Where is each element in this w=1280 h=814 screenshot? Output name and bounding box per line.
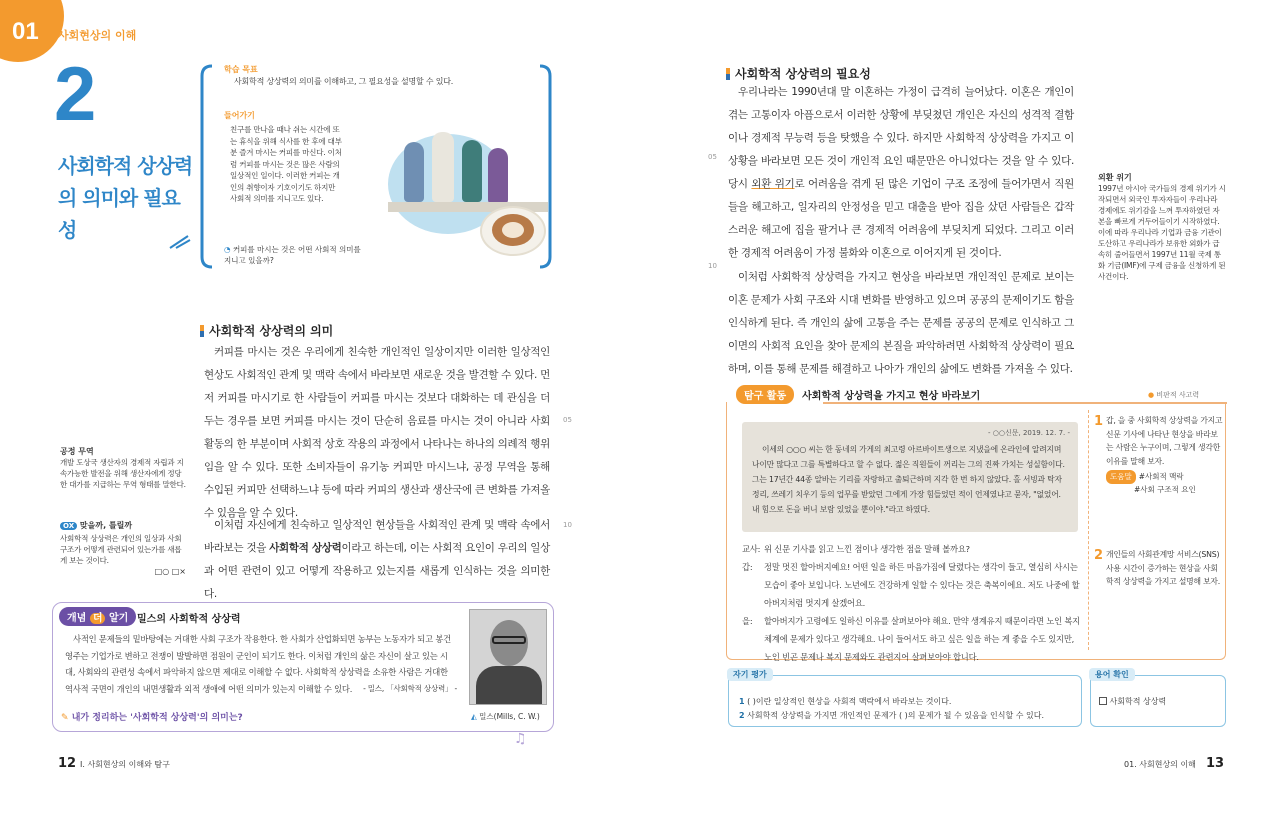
side-note-crisis-title: 외환 위기 xyxy=(1098,173,1132,182)
self-check-item-2 xyxy=(739,710,1044,721)
mills-body xyxy=(476,666,542,705)
sec1-p2 xyxy=(204,514,550,606)
dialogue-teacher xyxy=(742,540,1080,558)
ox-header xyxy=(60,520,186,531)
inquiry-header xyxy=(736,385,980,404)
right-line-number-10: 10 xyxy=(708,262,717,270)
ox-text: 사회학적 상상력은 개인의 일상과 사회 구조가 어떻게 관련되어 있는가를 새롭게 보는 것이다. xyxy=(60,534,182,565)
side-note-crisis-text: 1997년 아시아 국가들의 경제 위기가 시작되면서 외국인 투자자들이 우리나라 경제에도 위기감을 느껴 투자하였던 자본을 빠르게 거두어들이기 시작하였다. 이에 따라 우리나라 기업과 금융 기관이 도산하고 우리나라가 보유한 외화가 급속히 줄어들면서 1997년 11월 국제 통화 기금(IMF)에 구제 금융을 신청하게 된 사건이다. xyxy=(1098,184,1226,281)
sec2-p1 xyxy=(728,81,1074,265)
sec1-p1 xyxy=(204,341,550,525)
ox-o-checkbox[interactable]: □○ xyxy=(154,567,170,576)
concept-reflect-text: 내가 정리하는 '사회학적 상상력'의 의미는? xyxy=(71,713,243,723)
left-bracket xyxy=(200,64,214,269)
sec1-p2-a: 이처럼 자신에게 친숙하고 일상적인 현상들을 사회적인 관계 및 맥락 속에서 바라보는 것을 xyxy=(204,519,550,554)
dialogue-who: 을: xyxy=(742,616,753,626)
news-article xyxy=(742,422,1078,532)
section-title-text: 사회학적 상상력의 의미와 필요성 xyxy=(58,154,193,242)
concept-text xyxy=(65,631,457,697)
self-check-num-2: 2 xyxy=(739,711,745,720)
person-2 xyxy=(432,132,454,202)
question-2 xyxy=(1094,548,1224,589)
sec1-title-text: 사회학적 상상력의 의미 xyxy=(209,324,334,338)
ox-answers xyxy=(60,567,186,576)
section-number: 2 xyxy=(54,52,97,137)
self-check-num-1: 1 xyxy=(739,697,745,706)
sec1-p2-keyword: 사회학적 상상력 xyxy=(269,542,342,554)
hint-row xyxy=(1106,470,1224,496)
question-1-text: 갑, 을 중 사회학적 상상력을 가지고 신문 기사에 나타난 현상을 바라보는 사람은 누구이며, 그렇게 생각한 이유를 말해 보자. xyxy=(1106,416,1223,466)
side-note-fairtrade-title: 공정 무역 xyxy=(60,447,94,456)
person-1 xyxy=(404,142,424,202)
goal-label: 학습 목표 xyxy=(224,65,258,74)
concept-label xyxy=(59,607,136,626)
chapter-number: 01 xyxy=(12,18,39,45)
intro-label: 들어가기 xyxy=(224,111,255,120)
sec1-p2-c: 이라고 하는데, 이는 사회적 요인이 우리의 일상과 어떤 관련이 있고 어떻게 작용하고 있는지를 새롭게 인식하는 것을 의미한다. xyxy=(204,542,550,600)
line-number-10: 10 xyxy=(563,521,572,529)
question-2-num: 2 xyxy=(1094,548,1104,563)
title-swoosh-icon xyxy=(168,228,192,250)
terms-box xyxy=(1090,670,1226,727)
mills-caption xyxy=(471,711,540,722)
inquiry-badge-text: 비판적 사고력 xyxy=(1156,391,1200,399)
concept-label-a: 개념 xyxy=(67,613,87,624)
ox-title: 맞을까, 틀릴까 xyxy=(79,521,133,530)
location-pin-icon: ● xyxy=(1148,391,1155,399)
dialogue-gap xyxy=(742,558,1080,612)
dialogue-text: 할아버지가 고령에도 일하신 이유를 살펴보아야 해요. 만약 생계유지 때문이라면 노인 복지 체계에 문제가 있다고 생각해요. 나이 들어서도 하고 싶은 일을 하는 게 좋을 수도 있지만, 노인 빈곤 문제나 복지 문제와도 관련지어 살펴보아야 합니다. xyxy=(764,616,1080,662)
question-icon: ◔ xyxy=(224,245,231,254)
intro-text: 친구를 만나을 때나 쉬는 시간에 또는 휴식을 위해 식사를 한 후에 대부분 즐겨 마시는 커피를 마신다. 이처럼 커피를 마시는 것은 많은 사람의 일상적인 일이다. 이러한 커피는 개인의 취향이자 기호이기도 하지만 사회적 의미를 지니고도 있다. xyxy=(230,125,342,203)
concept-box xyxy=(52,602,554,732)
sec2-title-bar xyxy=(726,68,730,80)
dialogue-list xyxy=(742,540,1080,666)
sec2-title xyxy=(726,65,871,82)
terms-checkbox-icon[interactable] xyxy=(1099,697,1107,705)
pencil-icon: ✎ xyxy=(61,713,69,723)
right-line-number-05: 05 xyxy=(708,153,717,161)
sec2-title-text: 사회학적 상상력의 필요성 xyxy=(735,67,871,81)
ox-x-checkbox[interactable]: □× xyxy=(171,567,186,576)
left-footer-text: Ⅰ. 사회현상의 이해와 탐구 xyxy=(80,760,170,769)
concept-reflect xyxy=(61,710,243,723)
dialogue-text: 위 신문 기사를 읽고 느낀 점이나 생각한 점을 말해 볼까요? xyxy=(764,544,970,554)
self-check-text-2: 사회학적 상상력을 가지면 개인적인 문제가 ( )의 문제가 될 수 있음을 인식할 수 있다. xyxy=(747,711,1044,720)
sec2-p2 xyxy=(728,266,1074,381)
sec2-p2-text: 이처럼 사회학적 상상력을 가지고 현상을 바라보면 개인적인 문제로 보이는 이혼 문제가 사회 구조와 시대 변화를 반영하고 있으며 공공의 문제이기도 함을 인식하게 된다. 즉 개인의 삶에 고통을 주는 문제를 공공의 문제로 인식하고 그 이면의 사회적 요인을 찾아 문제의 본질을 파악하려면 사회학적 상상력이 필요하며, 이를 통해 문제를 해결하고 나아가 개인의 삶에도 변화를 가져올 수 있다. xyxy=(728,271,1074,375)
concept-text-body: 사적인 문제들의 밑바탕에는 거대한 사회 구조가 작용한다. 한 사회가 산업화되면 농부는 노동자가 되고 봉건 영주는 기업가로 변하고 전쟁이 발발하면 점원이 군인이 되기도 한다. 이처럼 개인의 삶은 자신이 살고 있는 시대, 사회와의 관련성 속에서 파악하지 않으면 제대로 이해할 수 없다. 사회학적 상상력을 소유한 사람은 거대한 역사적 국면이 개인의 내면생활과 외적 생애에 어떤 의미가 있는지 이해할 수 있다. xyxy=(65,634,451,694)
concept-label-c: 알기 xyxy=(108,613,129,624)
concept-title: 밀스의 사회학적 상상력 xyxy=(137,614,241,625)
terms-label: 용어 확인 xyxy=(1089,668,1135,681)
dialogue-text: 정말 멋진 할아버지예요! 어떤 일을 하든 마음가짐에 달렸다는 생각이 들고, 열심히 사시는 모습이 좋아 보입니다. 노년에도 건강하게 일할 수 있다는 것은 축복이에요. 저도 나중에 할아버지처럼 멋지게 살겠어요. xyxy=(764,562,1080,608)
intro-question xyxy=(224,244,364,266)
inquiry-divider xyxy=(1088,410,1089,650)
hint-2: #사회 구조적 요인 xyxy=(1134,485,1196,494)
dialogue-eul xyxy=(742,612,1080,666)
person-4 xyxy=(488,148,508,204)
concept-label-b: 더 xyxy=(90,613,106,624)
question-1-num: 1 xyxy=(1094,414,1104,429)
self-check-label: 자기 평가 xyxy=(727,668,773,681)
sec1-title xyxy=(200,322,333,339)
dialogue-who: 교사: xyxy=(742,544,761,554)
sec2-p1-a: 우리나라는 1990년대 말 이혼하는 가정이 급격히 늘어났다. 이혼은 개인이 겪는 고통이자 아픔으로서 이러한 상황에 부딪쳤던 개인은 자신의 성격적 결함이나 경제적 무능력 등을 탓했을 수 있다. 하지만 사회학적 상상력을 가지고 이 상황을 바라보면 모든 것이 개인적 요인 때문만은 아니었다는 것을 알 수 있다. 당시 xyxy=(728,86,1074,190)
side-note-fairtrade-text: 개발 도상국 생산자의 경제적 자립과 지속가능한 발전을 위해 생산자에게 정당한 대가를 지급하는 무역 형태를 말한다. xyxy=(60,458,186,489)
coffee-illustration xyxy=(388,118,548,266)
right-page-number: 13 xyxy=(1206,756,1225,771)
inquiry-label: 탐구 활동 xyxy=(736,385,794,404)
sec2-p1-keyword: 외환 위기 xyxy=(751,178,795,190)
mills-glasses xyxy=(492,636,526,644)
question-2-text: 개인들의 사회관계망 서비스(SNS) 사용 시간이 증가하는 현상을 사회학적 상상력을 가지고 설명해 보자. xyxy=(1106,550,1221,586)
person-3 xyxy=(462,140,482,202)
sec2-p1-c: 로 어려움을 겪게 된 많은 기업이 구조 조정에 들어가면서 직원들을 해고하고, 일자리의 안정성을 믿고 대출을 받아 집을 샀던 사람들은 갑작스러운 해고에 집을 팔거나 큰 경제적 어려움에 부딪치게 되었다. 그리고 이러한 경제적 어려움이 가정 불화와 이혼으로 이어지게 된 것이다. xyxy=(728,178,1074,259)
mills-photo xyxy=(469,609,547,705)
goal-box xyxy=(200,64,552,269)
sec1-p1-text: 커피를 마시는 것은 우리에게 친숙한 개인적인 일상이지만 이러한 일상적인 현상도 사회적인 관계 및 맥락 속에서 바라보면 새로운 것을 발견할 수 있다. 먼저 커피를 마시기로 한 사람들이 커피를 마시는 것보다 대화하는 데 관심을 더 두는 경우를 보면 커피를 마시는 것이 단순히 음료를 마시는 것이 아니라 사회 활동의 한 부분이며 사회적 상호 작용의 과정에서 나타나는 하나의 의례적 행위임을 알 수 있다. 또한 소비자들이 유기농 커피만 마시느냐, 공정 무역을 통해 수입된 커피만 선택하느냐 등에 따라 커피의 생산과 생산국에 큰 변화를 가져올 수 있음을 알 수 있다. xyxy=(204,346,550,519)
ox-icon: OX xyxy=(60,522,77,530)
side-note-crisis xyxy=(1098,172,1226,282)
intro-question-text: 커피를 마시는 것은 어떤 사회적 의미를 지니고 있을까? xyxy=(224,245,361,265)
sec1-title-bar xyxy=(200,325,204,337)
news-text: 이세의 ○○○ 씨는 한 동네의 가게의 최고령 아르바이트생으로 지냈을에 온라인에 알려지며 나이만 많다고 그를 특별하다고 할 수 없다. 젊은 직원들이 꺼리는 그의 진짜 가치는 성실함이다. 그는 17년간 44종 알바는 기리를 자랑하고 출퇴근하며 지각 한 번 하지 않았다. 홀 서빙과 탁자 정리, 쓰레기 치우기 등의 업무를 받았던 그에게 가장 힘들었던 적이 언제였냐고 묻자, "없었어. 내 힘으로 돈을 버니 보람 있었을 뿐이야."라고 하였다. xyxy=(752,445,1065,514)
concept-source: - 밀스, 「사회학적 상상력」 - xyxy=(363,683,457,693)
latte-heart-icon xyxy=(502,222,524,238)
hint-tag: 도움말 xyxy=(1106,470,1136,484)
side-note-fairtrade xyxy=(60,446,186,490)
line-number-05: 05 xyxy=(563,416,572,424)
side-note-ox xyxy=(60,520,186,576)
chapter-title: 사회현상의 이해 xyxy=(58,29,137,42)
self-check-box xyxy=(728,670,1082,727)
goal-text: 사회학적 상상력의 의미를 이해하고, 그 필요성을 설명할 수 있다. xyxy=(234,77,454,86)
inquiry-badge xyxy=(1148,390,1199,400)
question-1 xyxy=(1094,414,1224,496)
caption-icon: ◭ xyxy=(471,712,477,721)
terms-item-text: 사회학적 상상력 xyxy=(1109,697,1167,706)
left-page-number: 12 xyxy=(58,756,77,771)
self-check-item-1 xyxy=(739,696,951,707)
terms-item[interactable] xyxy=(1099,696,1166,707)
dialogue-who: 갑: xyxy=(742,562,753,572)
mills-caption-text: 밀스(Mills, C. W.) xyxy=(479,712,540,721)
hint-1: #사회적 맥락 xyxy=(1138,472,1184,481)
self-check-text-1: ( )이란 일상적인 현상을 사회적 맥락에서 바라보는 것이다. xyxy=(747,697,952,706)
inquiry-title: 사회학적 상상력을 가지고 현상 바라보기 xyxy=(802,391,981,402)
news-source: - ○○신문, 2019. 12. 7. - xyxy=(988,429,1070,437)
right-footer-text: 01. 사회현상의 이해 xyxy=(1124,760,1196,769)
bell-icon: ♫ xyxy=(514,731,527,747)
